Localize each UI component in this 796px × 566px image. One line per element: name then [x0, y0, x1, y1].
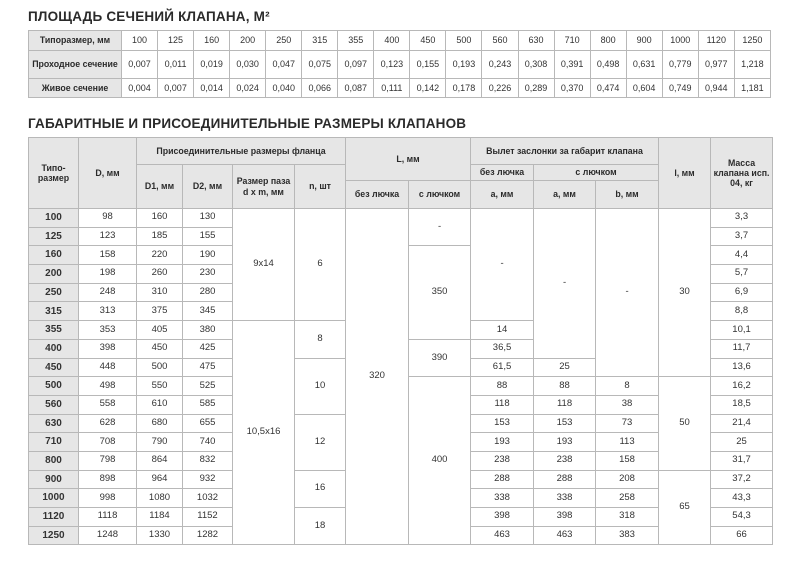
- b-cell: 208: [596, 470, 659, 489]
- header-slot: Размер паза d x m, мм: [233, 165, 295, 209]
- row-header: Проходное сечение: [29, 51, 122, 79]
- n-cell: 12: [295, 414, 346, 470]
- table-cell: 0,370: [554, 79, 590, 98]
- n-cell: 16: [295, 470, 346, 507]
- a2-cell: 88: [534, 377, 596, 396]
- mass-cell: 6,9: [711, 283, 773, 302]
- a1-cell: 238: [471, 451, 534, 470]
- table-cell: 100: [122, 31, 158, 51]
- d2-cell: 832: [183, 451, 233, 470]
- table-cell: 0,123: [374, 51, 410, 79]
- size-cell: 1250: [29, 526, 79, 545]
- d-cell: 123: [79, 227, 137, 246]
- table-cell: 450: [410, 31, 446, 51]
- d1-cell: 375: [137, 302, 183, 321]
- table-cell: 0,111: [374, 79, 410, 98]
- table-cell: 400: [374, 31, 410, 51]
- L2-cell: 390: [409, 339, 471, 376]
- mass-cell: 21,4: [711, 414, 773, 433]
- mass-cell: 16,2: [711, 377, 773, 396]
- mass-cell: 31,7: [711, 451, 773, 470]
- header-d: D, мм: [79, 138, 137, 209]
- d1-cell: 220: [137, 246, 183, 265]
- table-cell: 0,779: [662, 51, 698, 79]
- l-cell: 65: [659, 470, 711, 545]
- table-cell: 0,289: [518, 79, 554, 98]
- header-flange: Присоединительные размеры фланца: [137, 138, 346, 165]
- header-overhang: Вылет заслонки за габарит клапана: [471, 138, 659, 165]
- table-cell: 0,087: [338, 79, 374, 98]
- table-cell: 0,243: [482, 51, 518, 79]
- d2-cell: 932: [183, 470, 233, 489]
- size-cell: 1000: [29, 489, 79, 508]
- d1-cell: 964: [137, 470, 183, 489]
- d1-cell: 310: [137, 283, 183, 302]
- d-cell: 98: [79, 209, 137, 228]
- a2-cell: 238: [534, 451, 596, 470]
- header-oh-with-hatch: с лючком: [534, 165, 659, 181]
- dimensions-table: [28, 137, 773, 545]
- table-cell: 710: [554, 31, 590, 51]
- size-cell: 630: [29, 414, 79, 433]
- d1-cell: 260: [137, 265, 183, 284]
- table-cell: 0,604: [626, 79, 662, 98]
- header-a-no-hatch: а, мм: [471, 181, 534, 209]
- a1-cell: -: [471, 209, 534, 321]
- table-cell: 0,024: [230, 79, 266, 98]
- d2-cell: 280: [183, 283, 233, 302]
- d1-cell: 500: [137, 358, 183, 377]
- b-cell: 383: [596, 526, 659, 545]
- a1-cell: 288: [471, 470, 534, 489]
- table-cell: 560: [482, 31, 518, 51]
- header-L-with-hatch: с лючком: [409, 181, 471, 209]
- table-cell: 200: [230, 31, 266, 51]
- d2-cell: 525: [183, 377, 233, 396]
- d1-cell: 1080: [137, 489, 183, 508]
- b-cell: -: [596, 209, 659, 377]
- size-cell: 200: [29, 265, 79, 284]
- mass-cell: 37,2: [711, 470, 773, 489]
- d2-cell: 1032: [183, 489, 233, 508]
- d2-cell: 130: [183, 209, 233, 228]
- d1-cell: 450: [137, 339, 183, 358]
- section-title-dimensions: ГАБАРИТНЫЕ И ПРИСОЕДИНИТЕЛЬНЫЕ РАЗМЕРЫ КЛАПАНОВ: [28, 116, 467, 131]
- size-cell: 250: [29, 283, 79, 302]
- table-cell: 0,474: [590, 79, 626, 98]
- a1-cell: 61,5: [471, 358, 534, 377]
- a1-cell: 88: [471, 377, 534, 396]
- mass-cell: 25: [711, 433, 773, 452]
- d2-cell: 380: [183, 321, 233, 340]
- table-cell: 0,066: [302, 79, 338, 98]
- size-cell: 100: [29, 209, 79, 228]
- area-table: [28, 30, 771, 98]
- d-cell: 1248: [79, 526, 137, 545]
- live-row: [29, 79, 771, 98]
- row-header: Типоразмер, мм: [29, 31, 122, 51]
- d-cell: 198: [79, 265, 137, 284]
- mass-cell: 3,7: [711, 227, 773, 246]
- table-cell: 0,007: [122, 51, 158, 79]
- d-cell: 798: [79, 451, 137, 470]
- L2-cell: 400: [409, 377, 471, 545]
- table-cell: 0,007: [158, 79, 194, 98]
- a2-cell: 338: [534, 489, 596, 508]
- a1-cell: 463: [471, 526, 534, 545]
- table-cell: 900: [626, 31, 662, 51]
- L1-cell: 320: [346, 209, 409, 545]
- d2-cell: 230: [183, 265, 233, 284]
- table-cell: 0,749: [662, 79, 698, 98]
- l-cell: 50: [659, 377, 711, 470]
- d1-cell: 405: [137, 321, 183, 340]
- table-cell: 0,014: [194, 79, 230, 98]
- table-cell: 1250: [734, 31, 770, 51]
- l-cell: 30: [659, 209, 711, 377]
- a2-cell: 193: [534, 433, 596, 452]
- header-L: L, мм: [346, 138, 471, 181]
- a2-cell: -: [534, 209, 596, 359]
- size-cell: 400: [29, 339, 79, 358]
- slot-cell: 10,5x16: [233, 321, 295, 545]
- mass-cell: 18,5: [711, 395, 773, 414]
- b-cell: 113: [596, 433, 659, 452]
- mass-cell: 13,6: [711, 358, 773, 377]
- slot-cell: 9x14: [233, 209, 295, 321]
- d2-cell: 190: [183, 246, 233, 265]
- table-cell: 0,030: [230, 51, 266, 79]
- size-cell: 315: [29, 302, 79, 321]
- d2-cell: 345: [183, 302, 233, 321]
- d-cell: 353: [79, 321, 137, 340]
- mass-cell: 8,8: [711, 302, 773, 321]
- table-cell: 630: [518, 31, 554, 51]
- d2-cell: 425: [183, 339, 233, 358]
- d1-cell: 550: [137, 377, 183, 396]
- d1-cell: 1184: [137, 508, 183, 527]
- a2-cell: 25: [534, 358, 596, 377]
- size-cell: 355: [29, 321, 79, 340]
- d1-cell: 185: [137, 227, 183, 246]
- table-cell: 0,142: [410, 79, 446, 98]
- size-cell: 800: [29, 451, 79, 470]
- section-title-area: ПЛОЩАДЬ СЕЧЕНИЙ КЛАПАНА, М²: [28, 9, 270, 24]
- mass-cell: 4,4: [711, 246, 773, 265]
- table-cell: 0,097: [338, 51, 374, 79]
- d-cell: 558: [79, 395, 137, 414]
- a2-cell: 398: [534, 508, 596, 527]
- a1-cell: 14: [471, 321, 534, 340]
- size-cell: 900: [29, 470, 79, 489]
- size-cell: 450: [29, 358, 79, 377]
- mass-cell: 5,7: [711, 265, 773, 284]
- table-cell: 125: [158, 31, 194, 51]
- mass-cell: 66: [711, 526, 773, 545]
- table-cell: 0,977: [698, 51, 734, 79]
- b-cell: 318: [596, 508, 659, 527]
- d-cell: 998: [79, 489, 137, 508]
- n-cell: 6: [295, 209, 346, 321]
- d1-cell: 864: [137, 451, 183, 470]
- n-cell: 18: [295, 508, 346, 545]
- d2-cell: 655: [183, 414, 233, 433]
- a1-cell: 338: [471, 489, 534, 508]
- b-cell: 38: [596, 395, 659, 414]
- table-cell: 800: [590, 31, 626, 51]
- table-cell: 0,011: [158, 51, 194, 79]
- header-oh-no-hatch: без лючка: [471, 165, 534, 181]
- a1-cell: 193: [471, 433, 534, 452]
- d1-cell: 160: [137, 209, 183, 228]
- a1-cell: 118: [471, 395, 534, 414]
- d-cell: 628: [79, 414, 137, 433]
- table-cell: 250: [266, 31, 302, 51]
- mass-cell: 43,3: [711, 489, 773, 508]
- a1-cell: 153: [471, 414, 534, 433]
- d-cell: 313: [79, 302, 137, 321]
- table-cell: 315: [302, 31, 338, 51]
- d-cell: 158: [79, 246, 137, 265]
- header-b: b, мм: [596, 181, 659, 209]
- table-cell: 0,178: [446, 79, 482, 98]
- size-cell: 500: [29, 377, 79, 396]
- size-cell: 710: [29, 433, 79, 452]
- table-cell: 160: [194, 31, 230, 51]
- table-cell: 1000: [662, 31, 698, 51]
- table-cell: 0,498: [590, 51, 626, 79]
- header-L-no-hatch: без лючка: [346, 181, 409, 209]
- mass-cell: 10,1: [711, 321, 773, 340]
- b-cell: 158: [596, 451, 659, 470]
- mass-cell: 54,3: [711, 508, 773, 527]
- table-cell: 0,226: [482, 79, 518, 98]
- size-cell: 560: [29, 395, 79, 414]
- d2-cell: 585: [183, 395, 233, 414]
- table-cell: 0,075: [302, 51, 338, 79]
- table-cell: 0,944: [698, 79, 734, 98]
- header-d1: D1, мм: [137, 165, 183, 209]
- table-cell: 0,047: [266, 51, 302, 79]
- d2-cell: 740: [183, 433, 233, 452]
- table-cell: 500: [446, 31, 482, 51]
- a2-cell: 288: [534, 470, 596, 489]
- d1-cell: 610: [137, 395, 183, 414]
- table-cell: 1,181: [734, 79, 770, 98]
- d-cell: 498: [79, 377, 137, 396]
- a2-cell: 463: [534, 526, 596, 545]
- table-cell: 1,218: [734, 51, 770, 79]
- table-row: [29, 209, 773, 228]
- size-cell: 1120: [29, 508, 79, 527]
- table-cell: 0,391: [554, 51, 590, 79]
- header-d2: D2, мм: [183, 165, 233, 209]
- size-cell: 125: [29, 227, 79, 246]
- b-cell: 8: [596, 377, 659, 396]
- row-header: Живое сечение: [29, 79, 122, 98]
- a1-cell: 36,5: [471, 339, 534, 358]
- header-a-with-hatch: а, мм: [534, 181, 596, 209]
- L2-cell: 350: [409, 246, 471, 339]
- size-cell: 160: [29, 246, 79, 265]
- size-row: [29, 31, 771, 51]
- mass-cell: 11,7: [711, 339, 773, 358]
- d2-cell: 155: [183, 227, 233, 246]
- table-cell: 0,631: [626, 51, 662, 79]
- d-cell: 708: [79, 433, 137, 452]
- d2-cell: 1152: [183, 508, 233, 527]
- b-cell: 73: [596, 414, 659, 433]
- L2-cell: -: [409, 209, 471, 246]
- passage-row: [29, 51, 771, 79]
- d-cell: 398: [79, 339, 137, 358]
- d-cell: 248: [79, 283, 137, 302]
- header-l: l, мм: [659, 138, 711, 209]
- d2-cell: 475: [183, 358, 233, 377]
- n-cell: 10: [295, 358, 346, 414]
- a1-cell: 398: [471, 508, 534, 527]
- d1-cell: 680: [137, 414, 183, 433]
- header-n: n, шт: [295, 165, 346, 209]
- d1-cell: 790: [137, 433, 183, 452]
- mass-cell: 3,3: [711, 209, 773, 228]
- n-cell: 8: [295, 321, 346, 358]
- table-cell: 0,193: [446, 51, 482, 79]
- a2-cell: 118: [534, 395, 596, 414]
- table-cell: 1120: [698, 31, 734, 51]
- d-cell: 448: [79, 358, 137, 377]
- table-cell: 0,004: [122, 79, 158, 98]
- table-cell: 0,040: [266, 79, 302, 98]
- b-cell: 258: [596, 489, 659, 508]
- a2-cell: 153: [534, 414, 596, 433]
- header-mass: Масса клапана исп. 04, кг: [711, 138, 773, 209]
- d1-cell: 1330: [137, 526, 183, 545]
- d-cell: 898: [79, 470, 137, 489]
- header-size: Типо-размер: [29, 138, 79, 209]
- table-cell: 0,019: [194, 51, 230, 79]
- d2-cell: 1282: [183, 526, 233, 545]
- d-cell: 1118: [79, 508, 137, 527]
- table-cell: 355: [338, 31, 374, 51]
- table-cell: 0,155: [410, 51, 446, 79]
- table-cell: 0,308: [518, 51, 554, 79]
